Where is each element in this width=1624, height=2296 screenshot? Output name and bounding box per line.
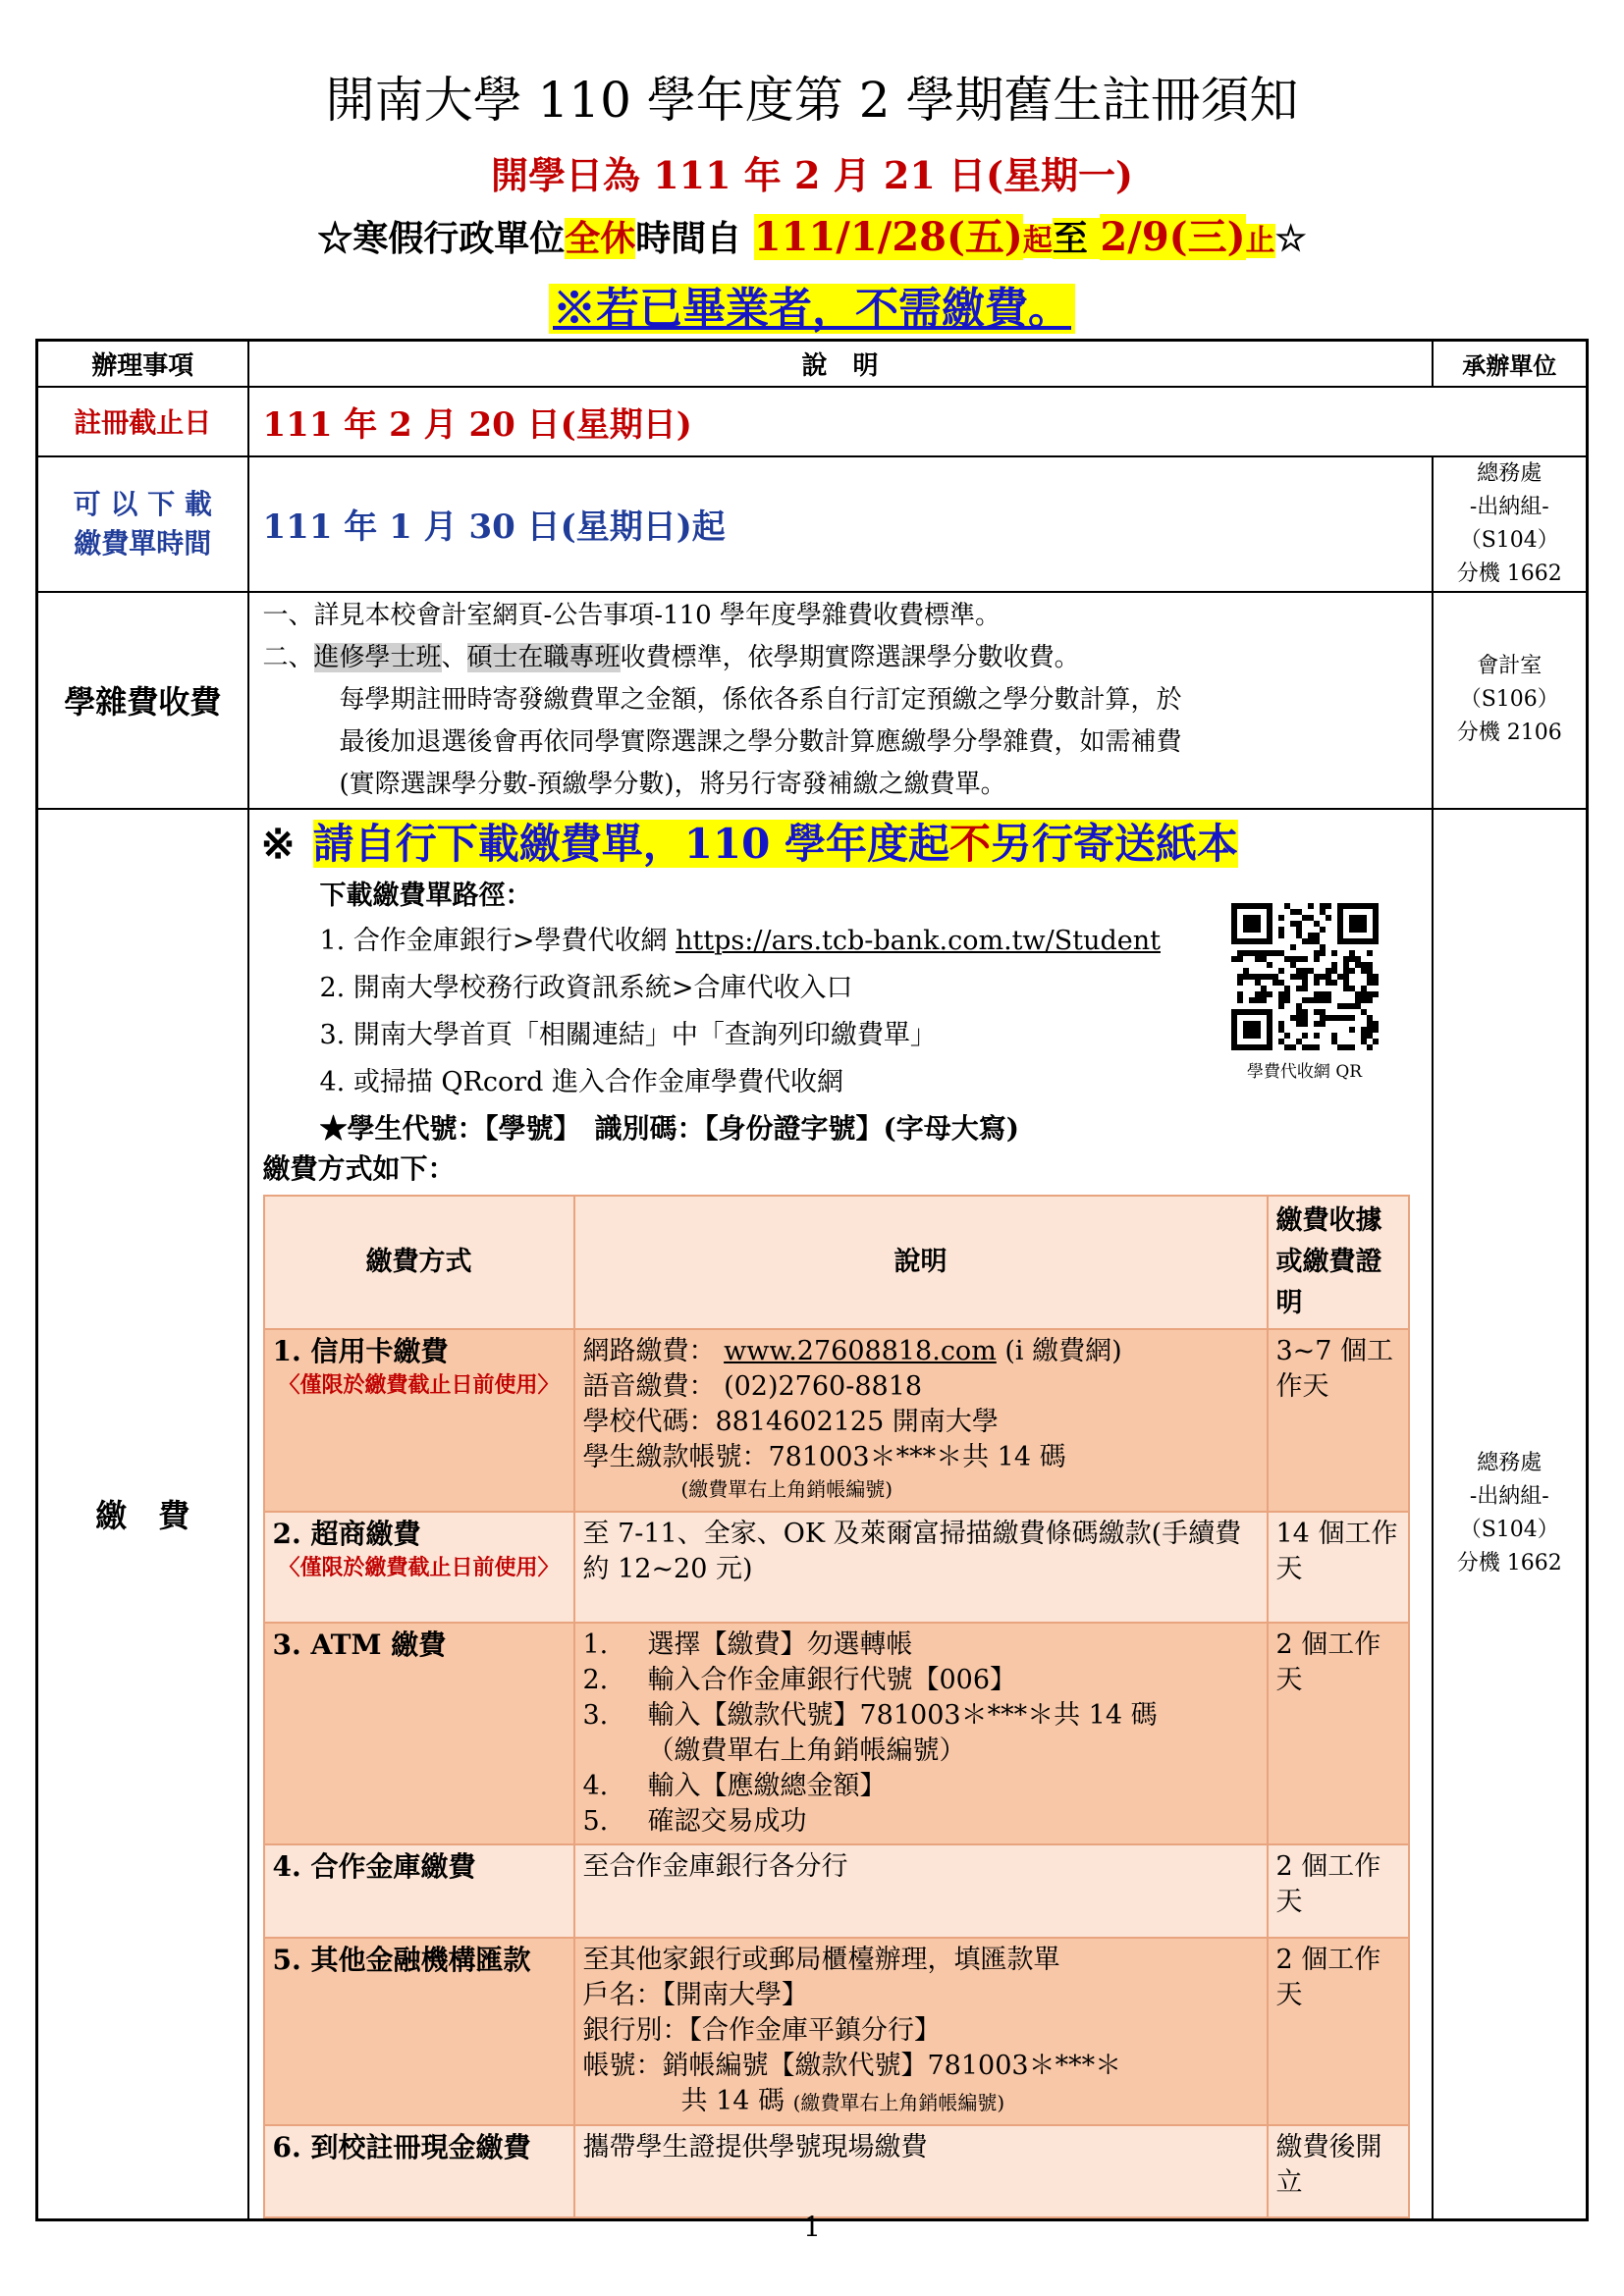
table-row: 3. ATM 繳費 1. 選擇【繳費】勿選轉帳 2. 輸入合作金庫銀行代號【006】 3. 輸入【繳款代號】781003＊***＊共 14 碼 （繳費單右上角銷帳編號） 4. 輸入【應繳總金額】 5. 確認交易成功 2 個工作天 — [264, 1623, 1409, 1844]
fee-label: 學雜費收費 — [37, 592, 248, 809]
ibill-link[interactable]: www.27608818.com — [724, 1335, 997, 1366]
table-row: 2. 超商繳費 〈僅限於繳費截止日前使用〉 至 7-11、全家、OK 及萊爾富掃描繳費條碼繳款(手續費約 12~20 元) 14 個工作天 — [264, 1512, 1409, 1623]
holiday-qi: 起 — [1022, 224, 1053, 258]
pt-head-receipt: 繳費收據或繳費證明 — [1268, 1196, 1409, 1329]
deadline-value: 111 年 2 月 20 日(星期日) — [248, 387, 1588, 456]
download-path-title: 下載繳費單路徑： — [319, 880, 532, 911]
path-item-1: 1. 合作金庫銀行>學費代收網 https://ars.tcb-bank.com.tw/Student — [319, 925, 1161, 956]
holiday-notice — [0, 206, 1624, 262]
fee-description: 一、詳見本校會計室網頁-公告事項-110 學年度學雜費收費標準。 二、進修學士班、碩士在職專班收費標準，依學期實際選課學分數收費。 每學期註冊時寄發繳費單之金額，係依各系自行訂定預繳之學分數計算，於 最後加退選後會再依同學實際選課之學分數計算應繳學分學雜費，如需補費 (實際選課學分數-預繳學分數)，將另行寄發補繳之繳費單。 — [248, 592, 1433, 809]
payment-unit: 總務處 -出納組- （S104） 分機 1662 — [1433, 809, 1588, 2220]
holiday-end: 2/9(三) — [1100, 214, 1246, 260]
qr-caption: 學費代收網 QR — [1246, 1061, 1363, 1082]
deadline-label: 註冊截止日 — [37, 387, 248, 456]
payment-methods-label: 繳費方式如下： — [262, 1151, 456, 1185]
holiday-mid: 時間自 — [635, 218, 754, 259]
star-icon: ☆ — [1274, 218, 1307, 259]
payment-label: 繳 費 — [37, 809, 248, 2220]
graduate-notice: ※若已畢業者，不需繳費。 — [0, 273, 1624, 336]
header-unit: 承辦單位 — [1433, 341, 1588, 387]
header-desc: 說 明 — [248, 341, 1433, 387]
tcb-link[interactable]: https://ars.tcb-bank.com.tw/Student — [676, 925, 1161, 956]
download-label: 可 以 下 載 繳費單時間 — [37, 456, 248, 592]
table-row: 6. 到校註冊現金繳費 攜帶學生證提供學號現場繳費 繳費後開立 — [264, 2125, 1409, 2217]
table-row: 4. 合作金庫繳費 至合作金庫銀行各分行 2 個工作天 — [264, 1844, 1409, 1938]
paper-bill-banner: ※ 請自行下載繳費單，110 學年度起不另行寄送紙本 — [260, 819, 1239, 868]
pt-head-desc: 說明 — [574, 1196, 1268, 1329]
header-item: 辦理事項 — [37, 341, 248, 387]
holiday-zhi: 至 — [1052, 218, 1101, 259]
pt-head-method: 繳費方式 — [264, 1196, 574, 1329]
download-value: 111 年 1 月 30 日(星期日)起 — [248, 456, 1433, 592]
open-day-notice: 開學日為 111 年 2 月 21 日(星期一) — [491, 153, 1133, 197]
download-unit: 總務處 -出納組- （S104） 分機 1662 — [1433, 456, 1588, 592]
table-row: 5. 其他金融機構匯款 至其他家銀行或郵局櫃檯辦理，填匯款單 戶名：【開南大學】 銀行別：【合作金庫平鎮分行】 帳號：銷帳編號【繳款代號】781003＊***＊ 共 14 碼 (繳費單右上角銷帳編號) 2 個工作天 — [264, 1938, 1409, 2125]
page-title: 開南大學 110 學年度第 2 學期舊生註冊須知 — [325, 72, 1299, 129]
path-item-2: 2. 開南大學校務行政資訊系統>合庫代收入口 — [319, 972, 853, 1003]
table-row: 1. 信用卡繳費 〈僅限於繳費截止日前使用〉 網路繳費： www.27608818.com (i 繳費網) 語音繳費： (02)2760-8818 學校代碼：8814602125 開南大學 學生繳款帳號：781003＊***＊共 14 碼 (繳費單右上角銷帳編號) 3~7 個工作天 — [264, 1329, 1409, 1512]
page-number: 1 — [803, 2211, 821, 2243]
qr-code-icon[interactable] — [1231, 903, 1379, 1050]
payment-section — [248, 809, 1433, 2220]
holiday-pre: ☆寒假行政單位 — [317, 218, 566, 259]
student-id-info: ★學生代號：【學號】 識別碼：【身份證字號】(字母大寫) — [319, 1111, 1019, 1145]
path-item-3: 3. 開南大學首頁「相關連結」中「查詢列印繳費單」 — [319, 1019, 937, 1050]
holiday-zhi2: 止 — [1245, 224, 1275, 258]
holiday-start: 111/1/28(五) — [753, 214, 1023, 260]
fee-unit: 會計室 （S106） 分機 2106 — [1433, 592, 1588, 809]
payment-methods-table — [263, 1195, 1410, 2218]
path-item-4: 4. 或掃描 QRcord 進入合作金庫學費代收網 — [319, 1066, 844, 1097]
registration-table — [35, 339, 1589, 2221]
holiday-highlight: 全休 — [565, 218, 636, 259]
